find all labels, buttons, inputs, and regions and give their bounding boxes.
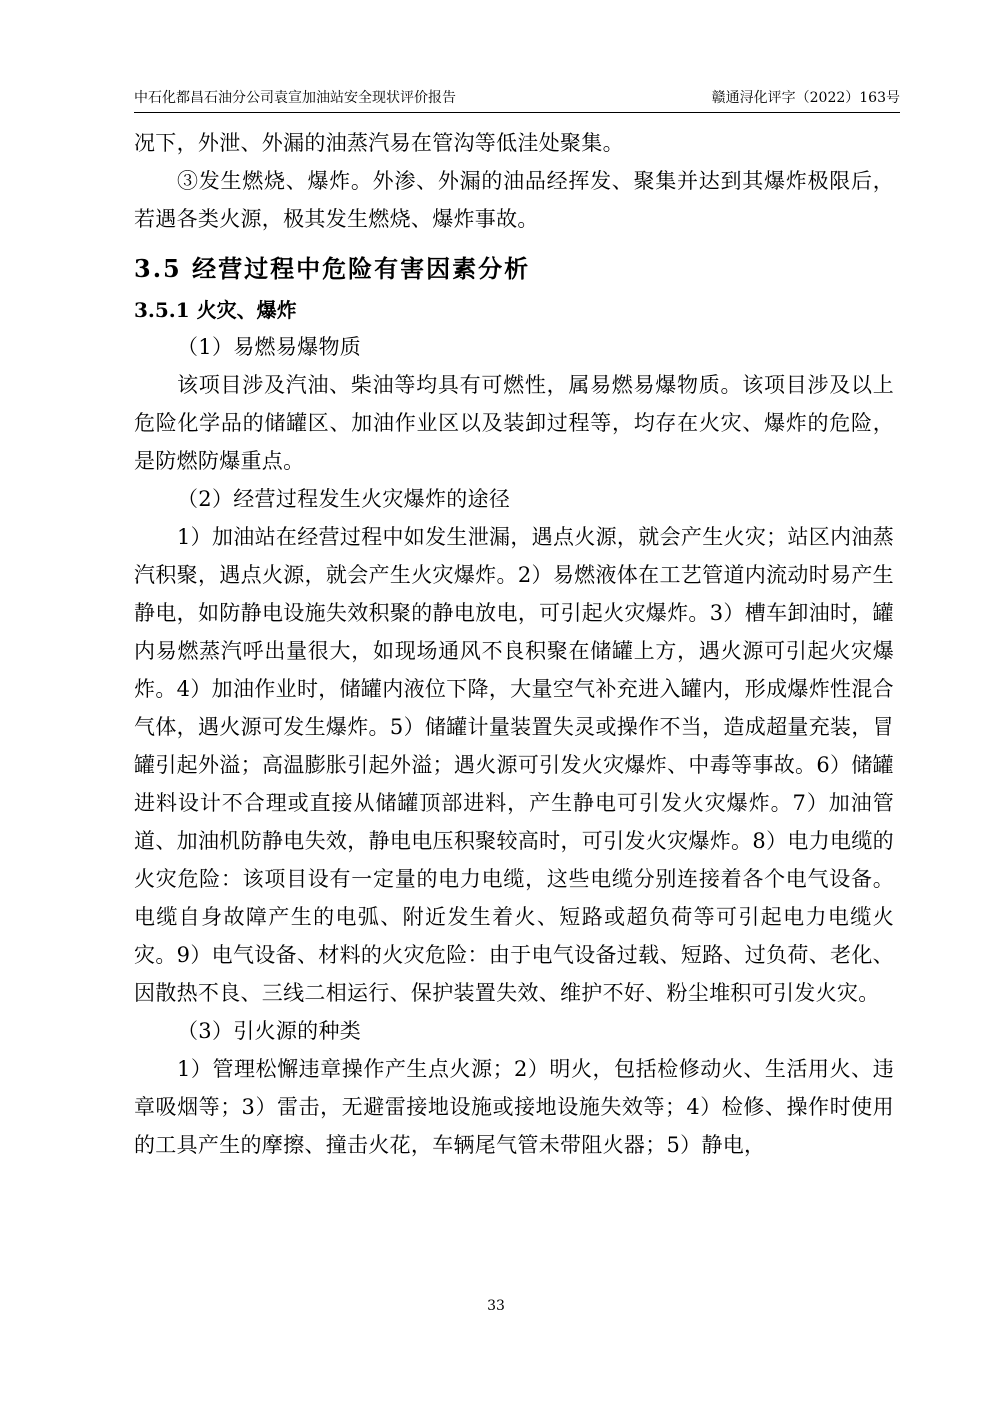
item-heading-flammable: （1）易燃易爆物质 xyxy=(177,335,362,359)
item-heading-routes: （2）经营过程发生火灾爆炸的途径 xyxy=(177,487,511,511)
subsection-heading: 3.5.1 火灾、爆炸 xyxy=(134,298,297,322)
section-heading: 3.5 经营过程中危险有害因素分析 xyxy=(134,254,531,283)
report-number: 赣通浔化评字（2022）163号 xyxy=(711,90,900,106)
paragraph-ignition: 1）管理松懈违章操作产生点火源；2）明火，包括检修动火、生活用火、违章吸烟等；3）雷击，无避雷接地设施或接地设施失效等；4）检修、操作时使用的工具产生的摩擦、撞击火花，车辆尾气管未带阻火器；5）静电， xyxy=(134,1057,894,1157)
page-header xyxy=(134,88,900,113)
paragraph-routes: 1）加油站在经营过程中如发生泄漏，遇点火源，就会产生火灾；站区内油蒸汽积聚，遇点火源，就会产生火灾爆炸。2）易燃液体在工艺管道内流动时易产生静电，如防静电设施失效积聚的静电放电，可引起火灾爆炸。3）槽车卸油时，罐内易燃蒸汽呼出量很大，如现场通风不良积聚在储罐上方，遇火源可引起火灾爆炸。4）加油作业时，储罐内液位下降，大量空气补充进入罐内，形成爆炸性混合气体，遇火源可发生爆炸。5）储罐计量装置失灵或操作不当，造成超量充装，冒罐引起外溢；高温膨胀引起外溢；遇火源可引发火灾爆炸、中毒等事故。6）储罐进料设计不合理或直接从储罐顶部进料，产生静电可引发火灾爆炸。7）加油管道、加油机防静电失效，静电电压积聚较高时，可引发火灾爆炸。8）电力电缆的火灾危险：该项目设有一定量的电力电缆，这些电缆分别连接着各个电气设备。电缆自身故障产生的电弧、附近发生着火、短路或超负荷等可引起电力电缆火灾。9）电气设备、材料的火灾危险：由于电气设备过载、短路、过负荷、老化、因散热不良、三线二相运行、保护装置失效、维护不好、粉尘堆积可引发火灾。 xyxy=(134,525,894,1005)
paragraph-continuation: 况下，外泄、外漏的油蒸汽易在管沟等低洼处聚集。 xyxy=(134,131,624,155)
paragraph-flammable: 该项目涉及汽油、柴油等均具有可燃性，属易燃易爆物质。该项目涉及以上危险化学品的储罐区、加油作业区以及装卸过程等，均存在火灾、爆炸的危险，是防燃防爆重点。 xyxy=(134,373,894,473)
paragraph-combustion: ③发生燃烧、爆炸。外渗、外漏的油品经挥发、聚集并达到其爆炸极限后，若遇各类火源，极其发生燃烧、爆炸事故。 xyxy=(134,169,894,231)
page-number: 33 xyxy=(487,1298,505,1314)
item-heading-ignition: （3）引火源的种类 xyxy=(177,1019,362,1043)
page-content xyxy=(134,124,894,1164)
report-title: 中石化都昌石油分公司袁宣加油站安全现状评价报告 xyxy=(134,90,456,106)
